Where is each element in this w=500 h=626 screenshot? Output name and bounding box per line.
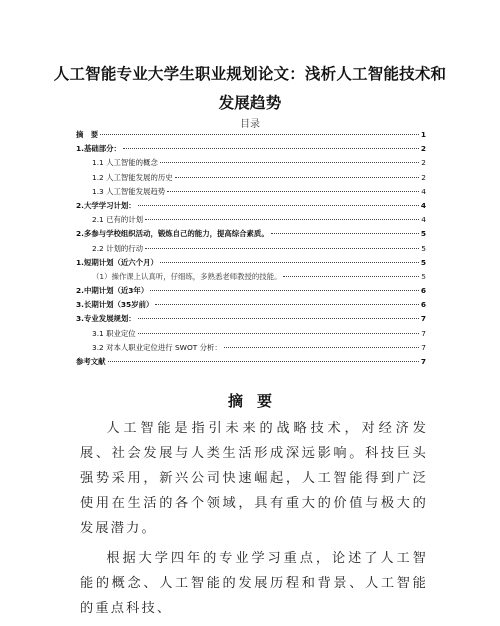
- toc-entry-text: 3.1 职业定位: [92, 328, 136, 338]
- toc-page-number: 5: [421, 243, 426, 253]
- toc-page-number: 1: [420, 130, 426, 139]
- toc-entry[interactable]: [76, 270, 426, 284]
- toc-leader-dots: [123, 148, 419, 149]
- toc-entry-text: 2.中期计划（近3年）: [76, 286, 149, 296]
- toc-leader-dots: [283, 276, 419, 277]
- toc-entry-text: 2.多参与学校组织活动，锻炼自己的能力，提高综合素质。: [76, 229, 269, 239]
- toc-leader-dots: [145, 248, 419, 249]
- toc-leader-dots: [160, 262, 419, 263]
- toc-entry-text: 1.2 人工智能发展的历史: [92, 172, 173, 182]
- toc-heading: 目录: [240, 119, 260, 130]
- toc-page-number: 7: [420, 314, 426, 324]
- toc-entry-text: 2.1 已有的计划: [92, 215, 144, 225]
- toc-page-number: 5: [420, 257, 426, 267]
- toc-page-number: 4: [421, 186, 426, 196]
- toc-page-number: 2: [421, 172, 426, 182]
- toc-entry-text: 3.2 对本人职业定位进行 SWOT 分析：: [92, 342, 222, 352]
- toc-page-number: 2: [421, 158, 426, 168]
- toc-leader-dots: [155, 304, 418, 305]
- document-title-line2: 发展趋势: [218, 94, 282, 112]
- toc-leader-dots: [138, 333, 420, 334]
- toc-entry-text: 2.2 计划的行动: [92, 243, 144, 253]
- toc-leader-dots: [150, 290, 419, 291]
- toc-entry-text: 摘 要: [76, 130, 99, 139]
- toc-entry[interactable]: [76, 128, 426, 142]
- toc-page-number: 4: [421, 215, 426, 225]
- toc-entry[interactable]: [76, 256, 426, 270]
- toc-entry[interactable]: [76, 312, 426, 326]
- toc-entry-text: （1）操作课上认真听，仔细练，多熟悉老师教授的技能。: [92, 271, 282, 281]
- toc-entry-text: 1.短期计划（近六个月）: [76, 257, 158, 267]
- toc-entry[interactable]: [76, 199, 426, 213]
- toc-leader-dots: [138, 318, 419, 319]
- toc-leader-dots: [271, 233, 419, 234]
- toc-entry[interactable]: [76, 298, 426, 312]
- toc-entry-text: 3.长期计划（35岁前）: [76, 300, 154, 310]
- toc-page-number: 7: [420, 357, 426, 366]
- toc-entry-text: 2.大学学习计划：: [76, 200, 136, 210]
- abstract-body: [80, 416, 428, 626]
- toc-entry[interactable]: [76, 284, 426, 298]
- toc-entry-text: 3.专业发展规划：: [76, 314, 136, 324]
- toc-entry-text: 1.3 人工智能发展趋势: [92, 186, 166, 196]
- toc-entry[interactable]: [76, 242, 426, 256]
- toc-leader-dots: [167, 191, 419, 192]
- abstract-heading: 摘要: [227, 392, 286, 410]
- toc-leader-dots: [145, 219, 419, 220]
- toc-entry[interactable]: [76, 185, 426, 199]
- toc-entry[interactable]: [76, 341, 426, 355]
- toc-page-number: 5: [420, 229, 426, 239]
- toc-entry[interactable]: [76, 171, 426, 185]
- toc-page-number: 6: [420, 300, 426, 310]
- toc-entry[interactable]: [76, 213, 426, 227]
- toc-page-number: 5: [421, 271, 426, 281]
- toc-entry[interactable]: [76, 327, 426, 341]
- table-of-contents: [76, 128, 426, 369]
- toc-leader-dots: [138, 205, 419, 206]
- toc-entry[interactable]: [76, 355, 426, 369]
- toc-leader-dots: [160, 162, 419, 163]
- toc-leader-dots: [175, 177, 420, 178]
- document-title-line1: 人工智能专业大学生职业规划论文：浅析人工智能技术和: [53, 65, 447, 83]
- toc-page-number: 6: [420, 286, 426, 296]
- toc-page-number: 7: [421, 328, 426, 338]
- toc-leader-dots: [100, 134, 419, 135]
- toc-entry[interactable]: [76, 156, 426, 170]
- toc-page-number: 4: [420, 200, 426, 210]
- toc-entry[interactable]: [76, 142, 426, 156]
- toc-leader-dots: [108, 361, 419, 362]
- toc-entry-text: 1.1 人工智能的概念: [92, 158, 158, 168]
- abstract-paragraph: 人工智能是指引未来的战略技术，对经济发展、社会发展与人类生活形成深远影响。科技巨头强势采用，新兴公司快速崛起，人工智能得到广泛使用在生活的各个领域，具有重大的价值与极大的发展潜力。: [80, 421, 428, 536]
- toc-entry[interactable]: [76, 227, 426, 241]
- toc-page-number: 2: [420, 144, 426, 154]
- toc-page-number: 7: [421, 342, 426, 352]
- toc-entry-text: 参考文献: [76, 357, 106, 366]
- abstract-paragraph: 根据大学四年的专业学习重点，论述了人工智能的概念、人工智能的发展历程和背景、人工智能的重点科技、: [80, 551, 428, 616]
- toc-leader-dots: [224, 347, 419, 348]
- toc-entry-text: 1.基础部分：: [76, 144, 121, 154]
